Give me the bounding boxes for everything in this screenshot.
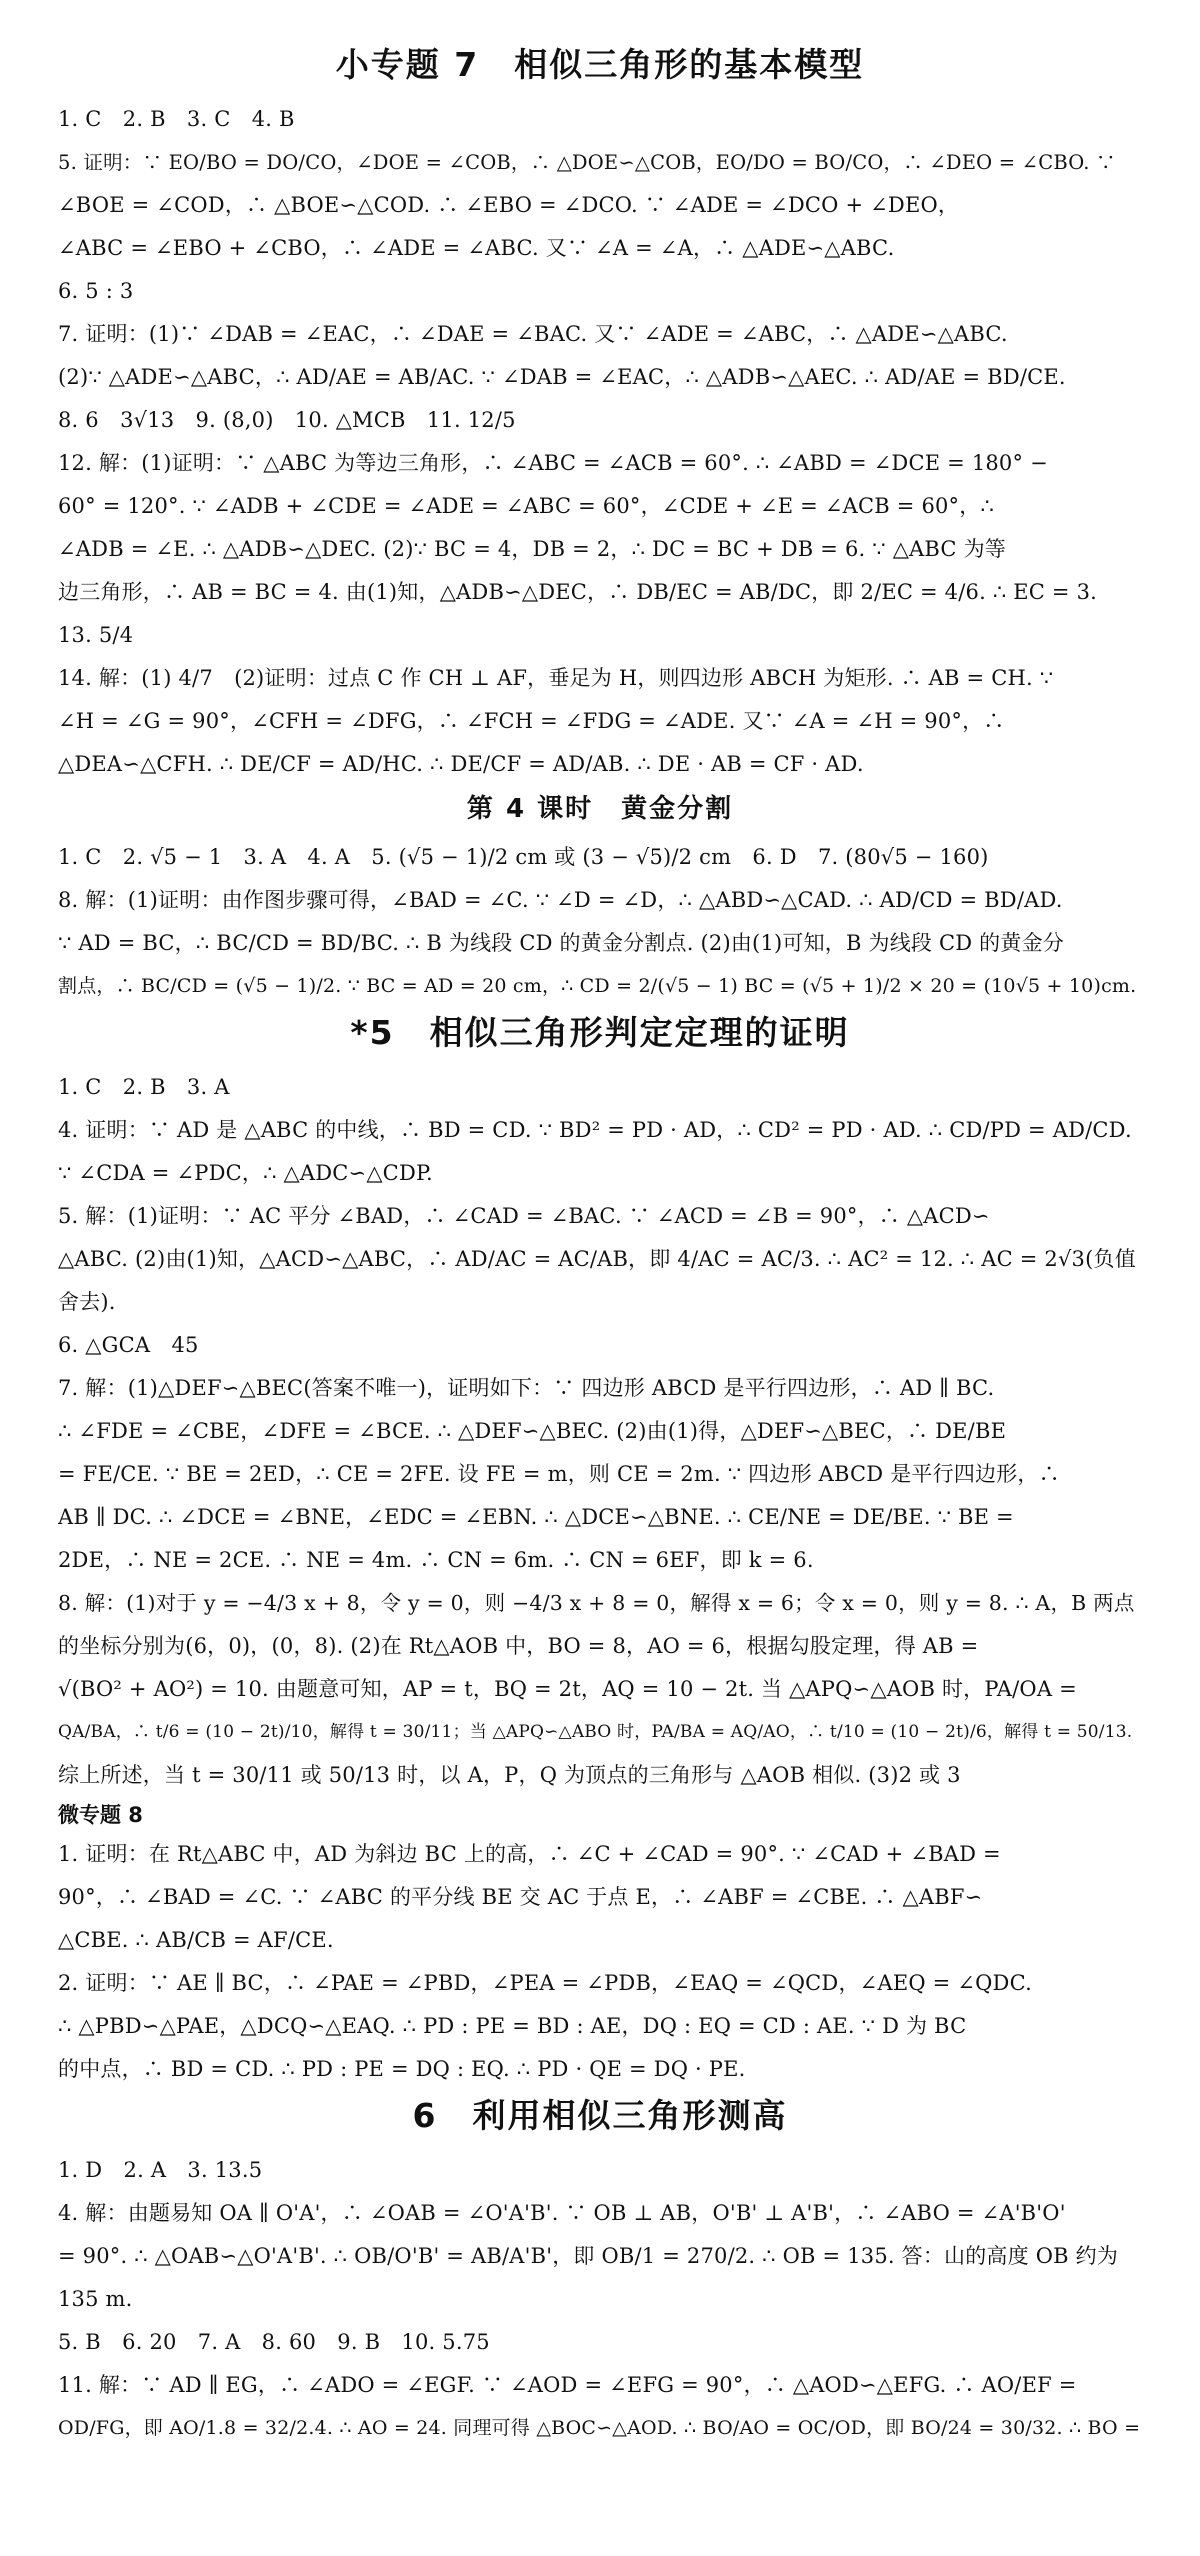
answer-line: OD/FG，即 AO/1.8 = 32/2.4. ∴ AO = 24. 同理可得 △BOC∽△AOD. ∴ BO/AO = OC/OD，即 BO/24 = 30/32. ∴ BO = [58, 2417, 1141, 2439]
answer-line: 6. △GCA 45 [58, 1333, 199, 1357]
answer-line: ∠BOE = ∠COD，∴ △BOE∽△COD. ∴ ∠EBO = ∠DCO. ∵ ∠ADE = ∠DCO + ∠DEO， [58, 193, 960, 217]
section-body-micro-topic-8 [58, 1833, 1142, 2091]
section-body-golden-section [58, 836, 1142, 1008]
answer-line: 边三角形，∴ AB = BC = 4. 由(1)知，△ADB∽△DEC，∴ DB/EC = AB/DC，即 2/EC = 4/6. ∴ EC = 3. [58, 580, 1098, 604]
answer-line: = FE/CE. ∵ BE = 2ED，∴ CE = 2FE. 设 FE = m，则 CE = 2m. ∵ 四边形 ABCD 是平行四边形，∴ [58, 1462, 1060, 1486]
answer-line: 1. D 2. A 3. 13.5 [58, 2158, 263, 2182]
answer-line: QA/BA，∴ t/6 = (10 − 2t)/10，解得 t = 30/11；当 △APQ∽△ABO 时，PA/BA = AQ/AO，∴ t/10 = (10 − 2t)/6，解得 t = 50/13. [58, 1722, 1133, 1742]
answer-line: 6. 5 : 3 [58, 279, 134, 303]
answer-line: 的坐标分别为(6，0)，(0，8). (2)在 Rt△AOB 中，BO = 8，AO = 6，根据勾股定理，得 AB = [58, 1634, 979, 1658]
answer-line: 7. 证明：(1)∵ ∠DAB = ∠EAC，∴ ∠DAE = ∠BAC. 又∵ ∠ADE = ∠ABC，∴ △ADE∽△ABC. [58, 322, 1008, 346]
answer-line: (2)∵ △ADE∽△ABC，∴ AD/AE = AB/AC. ∵ ∠DAB = ∠EAC，∴ △ADB∽△AEC. ∴ AD/AE = BD/CE. [58, 365, 1066, 389]
answer-line: 1. C 2. √5 − 1 3. A 4. A 5. (√5 − 1)/2 cm 或 (3 − √5)/2 cm 6. D 7. (80√5 − 160) [58, 845, 989, 869]
answer-line: 的中点，∴ BD = CD. ∴ PD : PE = DQ : EQ. ∴ PD · QE = DQ · PE. [58, 2057, 746, 2081]
answer-line: 11. 解：∵ AD ∥ EG，∴ ∠ADO = ∠EGF. ∵ ∠AOD = ∠EFG = 90°，∴ △AOD∽△EFG. ∴ AO/EF = [58, 2373, 1077, 2397]
section-title-special-topic-7: 小专题 7 相似三角形的基本模型 [335, 45, 865, 84]
section-title-micro-topic-8: 微专题 8 [58, 1803, 143, 1827]
answer-line: √(BO² + AO²) = 10. 由题意可知，AP = t，BQ = 2t，AQ = 10 − 2t. 当 △APQ∽△AOB 时，PA/OA = [58, 1677, 1077, 1701]
answer-line: 舍去). [58, 1290, 116, 1314]
answer-line: 综上所述，当 t = 30/11 或 50/13 时，以 A，P，Q 为顶点的三角形与 △AOB 相似. (3)2 或 3 [58, 1763, 961, 1787]
answer-line: 5. B 6. 20 7. A 8. 60 9. B 10. 5.75 [58, 2330, 490, 2354]
answer-line: 13. 5/4 [58, 623, 134, 647]
answer-line: 5. 证明：∵ EO/BO = DO/CO，∠DOE = ∠COB，∴ △DOE∽△COB，EO/DO = BO/CO，∴ ∠DEO = ∠CBO. ∵ [58, 151, 1116, 174]
answer-line: AB ∥ DC. ∴ ∠DCE = ∠BNE，∠EDC = ∠EBN. ∴ △DCE∽△BNE. ∴ CE/NE = DE/BE. ∵ BE = [58, 1505, 1014, 1529]
section-title-height-measurement: 6 利用相似三角形测高 [412, 2096, 788, 2135]
answer-line: ∠H = ∠G = 90°，∠CFH = ∠DFG，∴ ∠FCH = ∠FDG = ∠ADE. 又∵ ∠A = ∠H = 90°，∴ [58, 709, 1005, 733]
answer-line: 8. 解：(1)对于 y = −4/3 x + 8，令 y = 0，则 −4/3 x + 8 = 0，解得 x = 6；令 x = 0，则 y = 8. ∴ A，B 两点 [58, 1591, 1135, 1615]
section-title-similarity-proof: *5 相似三角形判定定理的证明 [350, 1013, 850, 1052]
section-body-similarity-proof [58, 1066, 1142, 1797]
answer-line: 8. 解：(1)证明：由作图步骤可得，∠BAD = ∠C. ∵ ∠D = ∠D，∴ △ABD∽△CAD. ∴ AD/CD = BD/AD. [58, 888, 1063, 912]
section-body-special-topic-7 [58, 98, 1142, 786]
answer-line: △DEA∽△CFH. ∴ DE/CF = AD/HC. ∴ DE/CF = AD/AB. ∴ DE · AB = CF · AD. [58, 752, 864, 776]
answer-line: 5. 解：(1)证明：∵ AC 平分 ∠BAD，∴ ∠CAD = ∠BAC. ∵ ∠ACD = ∠B = 90°，∴ △ACD∽ [58, 1204, 990, 1228]
answer-line: 14. 解：(1) 4/7 (2)证明：过点 C 作 CH ⊥ AF，垂足为 H，则四边形 ABCH 为矩形. ∴ AB = CH. ∵ [58, 666, 1054, 690]
answer-line: △CBE. ∴ AB/CB = AF/CE. [58, 1928, 334, 1952]
answer-line: 1. 证明：在 Rt△ABC 中，AD 为斜边 BC 上的高，∴ ∠C + ∠CAD = 90°. ∵ ∠CAD + ∠BAD = [58, 1842, 1001, 1866]
answer-line: 135 m. [58, 2287, 133, 2311]
answer-line: △ABC. (2)由(1)知，△ACD∽△ABC，∴ AD/AC = AC/AB，即 4/AC = AC/3. ∴ AC² = 12. ∴ AC = 2√3(负值 [58, 1247, 1136, 1271]
answer-line: ∴ △PBD∽△PAE，△DCQ∽△EAQ. ∴ PD : PE = BD : AE，DQ : EQ = CD : AE. ∵ D 为 BC [58, 2014, 967, 2038]
answer-line: 割点，∴ BC/CD = (√5 − 1)/2. ∵ BC = AD = 20 cm，∴ CD = 2/(√5 − 1) BC = (√5 + 1)/2 × 20 = (10√5 + 10)cm. [58, 975, 1137, 997]
answer-line: 2. 证明：∵ AE ∥ BC，∴ ∠PAE = ∠PBD，∠PEA = ∠PDB，∠EAQ = ∠QCD，∠AEQ = ∠QDC. [58, 1971, 1032, 1995]
answer-line: 1. C 2. B 3. A [58, 1075, 230, 1099]
section-title-golden-section: 第 4 课时 黄金分割 [466, 794, 734, 824]
answer-line: 1. C 2. B 3. C 4. B [58, 107, 295, 131]
answer-line: ∠ADB = ∠E. ∴ △ADB∽△DEC. (2)∵ BC = 4，DB = 2，∴ DC = BC + DB = 6. ∵ △ABC 为等 [58, 537, 1006, 561]
answer-line: 4. 证明：∵ AD 是 △ABC 的中线，∴ BD = CD. ∵ BD² = PD · AD，∴ CD² = PD · AD. ∴ CD/PD = AD/CD. [58, 1118, 1132, 1142]
answer-line: 7. 解：(1)△DEF∽△BEC(答案不唯一)，证明如下：∵ 四边形 ABCD 是平行四边形，∴ AD ∥ BC. [58, 1376, 995, 1400]
section-body-height-measurement [58, 2149, 1142, 2450]
answer-line: 12. 解：(1)证明：∵ △ABC 为等边三角形，∴ ∠ABC = ∠ACB = 60°. ∴ ∠ABD = ∠DCE = 180° − [58, 451, 1048, 475]
answer-line: ∠ABC = ∠EBO + ∠CBO，∴ ∠ADE = ∠ABC. 又∵ ∠A = ∠A，∴ △ADE∽△ABC. [58, 236, 895, 260]
answer-line: 2DE，∴ NE = 2CE. ∴ NE = 4m. ∴ CN = 6m. ∴ CN = 6EF，即 k = 6. [58, 1548, 814, 1572]
answer-line: = 90°. ∴ △OAB∽△O'A'B'. ∴ OB/O'B' = AB/A'B'，即 OB/1 = 270/2. ∴ OB = 135. 答：山的高度 OB 约为 [58, 2244, 1119, 2268]
answer-line: ∵ AD = BC，∴ BC/CD = BD/BC. ∴ B 为线段 CD 的黄金分割点. (2)由(1)可知，B 为线段 CD 的黄金分 [58, 931, 1064, 955]
answer-line: 60° = 120°. ∵ ∠ADB + ∠CDE = ∠ADE = ∠ABC = 60°，∠CDE + ∠E = ∠ACB = 60°，∴ [58, 494, 995, 518]
answer-line: ∴ ∠FDE = ∠CBE，∠DFE = ∠BCE. ∴ △DEF∽△BEC. (2)由(1)得，△DEF∽△BEC，∴ DE/BE [58, 1419, 1007, 1443]
answer-line: 4. 解：由题易知 OA ∥ O'A'，∴ ∠OAB = ∠O'A'B'. ∵ OB ⊥ AB，O'B' ⊥ A'B'，∴ ∠ABO = ∠A'B'O' [58, 2201, 1066, 2225]
answer-line: 8. 6 3√13 9. (8,0) 10. △MCB 11. 12/5 [58, 408, 516, 432]
answer-line: 90°，∴ ∠BAD = ∠C. ∵ ∠ABC 的平分线 BE 交 AC 于点 E，∴ ∠ABF = ∠CBE. ∴ △ABF∽ [58, 1885, 983, 1909]
answer-line: ∵ ∠CDA = ∠PDC，∴ △ADC∽△CDP. [58, 1161, 433, 1185]
